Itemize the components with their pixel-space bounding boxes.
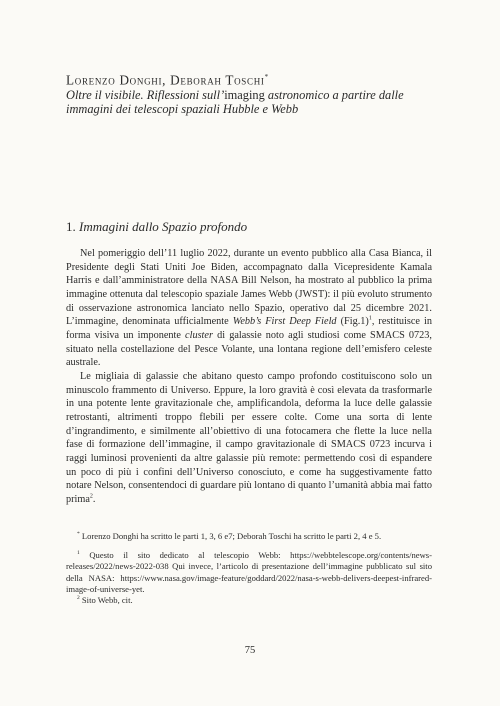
title-part-c: astronomico a partire dalle immagini dei telescopi spaziali Hubble e Webb bbox=[66, 88, 404, 116]
footnote-ref-1: 1 bbox=[368, 315, 372, 322]
p1-text-d: , restituisce in forma visiva un imponente bbox=[66, 316, 433, 341]
footnote-mark-1: 1 bbox=[77, 550, 80, 557]
chapter-title bbox=[66, 88, 436, 116]
section-number: 1. bbox=[66, 219, 76, 234]
footnote-ref-2: 2 bbox=[89, 493, 93, 500]
footnote-authors bbox=[66, 531, 432, 542]
title-part-a: Oltre il visibile. Riflessioni sull’ bbox=[66, 88, 225, 102]
paragraph-2 bbox=[66, 370, 432, 507]
footnote-2 bbox=[66, 595, 432, 606]
page-number: 75 bbox=[244, 645, 256, 656]
chapter-authors bbox=[66, 70, 446, 87]
p1-text-a: Nel pomeriggio dell’11 luglio 2022, durante un evento pubblico alla Casa Bianca, il Presidente degli Stati Uniti Joe Biden, accompagnato dalla Vicepresidente Kamala Harris e dall’amministratore della NASA Bill Nelson, ha mostrato al pubblico la prima immagine ottenuta dal telescopio spaziale James Webb (JWST): il più evoluto strumento di osservazione astronomica lanciato nello Spazio, operativo dal 25 dicembre 2021. L’immagine, denominata ufficialmente bbox=[66, 248, 432, 328]
p1-italic-title: Webb’s First Deep Field bbox=[232, 316, 337, 328]
footnote-1 bbox=[66, 550, 432, 595]
footnote-2-text: Sito Webb, cit. bbox=[79, 595, 133, 606]
p1-text-c: (Fig.1) bbox=[336, 316, 369, 328]
authors-footnote-mark: * bbox=[264, 73, 269, 81]
p2-text-a: Le migliaia di galassie che abitano questo campo profondo costituiscono solo un minuscolo frammento di Universo. Eppure, la loro gravità è così elevata da trasformarle in una potente lente gravitazionale che, amplificandola, deforma la luce delle galassie retrostanti, altrimenti troppo flebili per essere colte. Come una sorta di lente d’ingrandimento, e similmente all’obiettivo di una fotocamera che flette la luce nella fase di formazione dell’immagine, il campo gravitazionale di SMACS 0723 incurva i raggi luminosi provenienti da altre galassie più remote: permettendo così di espandere un poco di più i confini dell’Universo conosciuto, e come ha suggestivamente fatto notare Nelson, consentendoci di guardare più lontano di quanto l’umanità abbia mai fatto prima bbox=[66, 370, 432, 505]
section-heading bbox=[66, 219, 436, 234]
footnotes bbox=[66, 531, 432, 606]
body-text bbox=[66, 247, 432, 506]
footnote-mark-star: * bbox=[77, 531, 80, 538]
footnote-star-text: Lorenzo Donghi ha scritto le parti 1, 3, 6 e7; Deborah Toschi ha scritto le parti 2, 4 e 5. bbox=[79, 531, 382, 541]
paragraph-1 bbox=[66, 247, 432, 370]
p2-text-b: . bbox=[92, 493, 96, 505]
footnote-mark-2: 2 bbox=[77, 595, 80, 602]
p1-italic-cluster: cluster bbox=[185, 329, 213, 341]
section-title: Immagini dallo Spazio profondo bbox=[79, 219, 248, 234]
authors-text: Lorenzo Donghi, Deborah Toschi bbox=[66, 72, 265, 88]
title-part-b: imaging bbox=[224, 88, 265, 102]
p1-text-f: di galassie noto agli studiosi come SMACS 0723, situato nella costellazione del Pesce Volante, una lontana regione dell’emisfero celeste australe. bbox=[66, 329, 432, 369]
footnote-1-text: Questo il sito dedicato al telescopio Webb: https://webbtelescope.org/contents/news-releases/2022/news-2022-038 Qui invece, l’articolo di presentazione dell’immagine pubblicato sul sito della NASA: https://www.nasa.gov/image-feature/goddard/2022/nasa-s-webb-delivers-deepest-infrared-image-of-universe-yet. bbox=[66, 550, 432, 594]
